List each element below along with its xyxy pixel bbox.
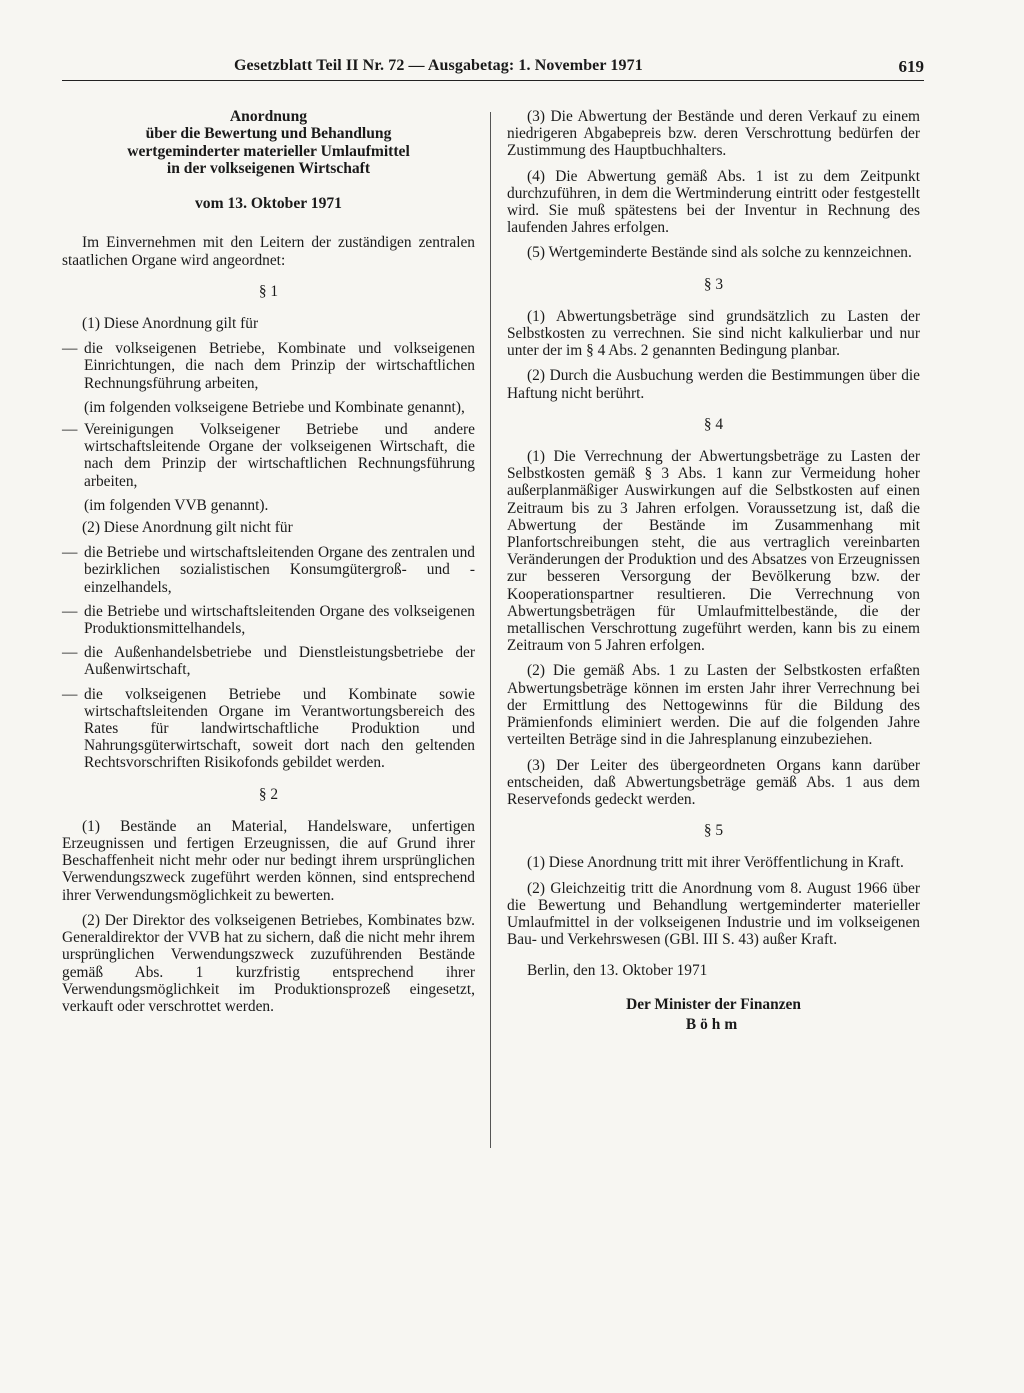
s4-paragraph-3: (3) Der Leiter des übergeordneten Organs kann darüber entscheiden, daß Abwertungsbeträge gemäß Abs. 1 aus dem Reservefonds gedeckt werden.	[507, 756, 920, 808]
dash: —	[62, 685, 78, 703]
title-line: Anordnung	[229, 108, 308, 125]
s1-p1-list-item	[62, 421, 475, 490]
s4-paragraph-1: (1) Die Verrechnung der Abwertungsbeträge zu Lasten der Selbstkosten gemäß § 3 Abs. 1 kann zur Vermeidung hoher außerplanmäßiger Auswirkungen auf die Selbstkosten auf einen Zeitraum bis zu 3 Jahren erfolgen. Voraussetzung ist, daß die Abwertung der Bestände im Zusammenhang mit Planfortschreibungen steht, die aus vertraglich vereinbarten Veränderungen der Produktion und des Absatzes von Erzeugnissen zur besseren Versorgung der Bevölkerung bzw. der Kooperationspartner resultieren. Die Verrechnung von Abwertungsbeträgen für Umlaufmittelbestände, die der metallischen Verschrottung zugeführt werden, kann bis zu einem Zeitraum von 5 Jahren erfolgen.	[507, 448, 920, 655]
s2-paragraph-3: (3) Die Abwertung der Bestände und deren Verkauf zu einem niedrigeren Abgabepreis bzw. deren Verschrottung bedürfen der Zustimmung des Hauptbuchhalters.	[507, 108, 920, 160]
signer-title: Der Minister der Finanzen	[626, 995, 801, 1013]
s1-p2-item-text: die Betriebe und wirtschaftsleitenden Organe des volkseigenen Produktionsmittelhandels,	[84, 602, 475, 638]
s1-p2-list-item	[62, 544, 475, 596]
page-header	[62, 54, 924, 81]
s2-paragraph-2: (2) Der Direktor des volkseigenen Betriebes, Kombinates bzw. Generaldirektor der VVB hat zu sichern, daß die nicht mehr ihrem ursprünglichen Verwendungszweck zuzuführenden Bestände gemäß Abs. 1 kurzfristig entsprechend ihrer Verwendungsmöglichkeit im Produktionsprozeß eingesetzt, verkauft oder verschrottet werden.	[62, 911, 475, 1015]
s1-p2-list-item	[62, 644, 475, 678]
s2-paragraph-1: (1) Bestände an Material, Handelsware, unfertigen Erzeugnissen und fertigen Erzeugnissen, die auf Grund ihrer Beschaffenheit nicht mehr oder nur bedingt ihrem ursprünglichen Verwendungszweck zugeführt werden können, sind entsprechend ihrer Verwendungsmöglichkeit zu bewerten.	[62, 817, 475, 904]
column-divider	[490, 112, 491, 1148]
s2-paragraph-4: (4) Die Abwertung gemäß Abs. 1 ist zu dem Zeitpunkt durchzuführen, in dem die Wertminderung eintritt oder festgestellt wird. Sie muß spätestens bei der Inventur in Rechnung des laufenden Jahres erfolgen.	[507, 167, 920, 237]
s1-p1-item-text: Vereinigungen Volkseigener Betriebe und andere wirtschaftsleitende Organe der volkseigenen Wirtschaft, die nach dem Prinzip der wirtschaftlichen Rechnungsführung arbeiten,	[84, 421, 475, 490]
title-line: in der volkseigenen Wirtschaft	[166, 159, 371, 177]
page-number: 619	[898, 57, 924, 76]
s1-p2-item-text: die volkseigenen Betriebe und Kombinate sowie wirtschaftsleitenden Organe im Verantwortungsbereich des Rates für landwirtschaftliche Produktion und Nahrungsgüterwirtschaft, soweit dort nach den geltenden Rechtsvorschriften Risikofonds gebildet werden.	[84, 685, 475, 772]
s1-p2-item-text: die Betriebe und wirtschaftsleitenden Organe des zentralen und bezirklichen sozialistischen Konsumgütergroß- und -einzelhandels,	[84, 544, 475, 596]
s2-paragraph-5: (5) Wertgeminderte Bestände sind als solche zu kennzeichnen.	[527, 244, 912, 262]
s1-p2-list-item	[62, 686, 475, 772]
s1-p1-list-item	[62, 340, 475, 392]
s1-p1-item-text: die volkseigenen Betriebe, Kombinate und volkseigenen Einrichtungen, die nach dem Prinzip der wirtschaftlichen Rechnungsführung arbeiten,	[84, 340, 475, 392]
section-heading-4: § 4	[703, 415, 724, 433]
dash: —	[62, 644, 78, 662]
dash: —	[62, 340, 78, 358]
s4-paragraph-2: (2) Die gemäß Abs. 1 zu Lasten der Selbstkosten erfaßten Abwertungsbeträge können im ersten Jahr ihrer Verrechnung bei der Ermittlung des Nettogewinns für die Bildung des Prämienfonds eliminiert werden. Die auf die folgenden Jahre verteilten Beträge sind in die Jahresplanung einzubeziehen.	[507, 662, 920, 749]
dash: —	[62, 602, 78, 620]
signer-name: Böhm	[685, 1015, 742, 1033]
header-title: Gesetzblatt Teil II Nr. 72 — Ausgabetag: 1. November 1971	[234, 57, 643, 74]
s3-paragraph-2: (2) Durch die Ausbuchung werden die Bestimmungen über die Haftung nicht berührt.	[507, 367, 920, 402]
dash: —	[62, 421, 78, 439]
s1-paragraph-1: (1) Diese Anordnung gilt für	[82, 315, 259, 332]
s1-paragraph-2: (2) Diese Anordnung gilt nicht für	[82, 519, 293, 537]
section-heading-2: § 2	[258, 785, 279, 803]
s1-p2-list-item	[62, 603, 475, 637]
section-heading-1: § 1	[258, 282, 279, 300]
s1-p1-item-note: (im folgenden VVB genannt).	[84, 496, 269, 514]
section-heading-5: § 5	[703, 822, 724, 840]
title-line: über die Bewertung und Behandlung	[145, 125, 392, 143]
s5-paragraph-1: (1) Diese Anordnung tritt mit ihrer Veröffentlichung in Kraft.	[527, 854, 904, 872]
preamble: Im Einvernehmen mit den Leitern der zuständigen zentralen staatlichen Organe wird angeordnet:	[62, 234, 475, 269]
s5-paragraph-2: (2) Gleichzeitig tritt die Anordnung vom 8. August 1966 über die Bewertung und Behandlung wertgeminderter materieller Umlaufmittel in der volkseigenen Industrie und im volkseigenen Bau- und Verkehrswesen (GBl. III S. 43) außer Kraft.	[507, 879, 920, 949]
section-heading-3: § 3	[703, 275, 724, 293]
right-column	[507, 108, 920, 1033]
s1-p1-item-note: (im folgenden volkseigene Betriebe und Kombinate genannt),	[84, 398, 465, 416]
document-date: vom 13. Oktober 1971	[195, 195, 342, 213]
left-column	[62, 108, 475, 1023]
document-title	[62, 108, 475, 177]
place-date: Berlin, den 13. Oktober 1971	[527, 962, 708, 980]
title-line: wertgeminderter materieller Umlaufmittel	[127, 142, 410, 160]
dash: —	[62, 544, 78, 562]
s3-paragraph-1: (1) Abwertungsbeträge sind grundsätzlich zu Lasten der Selbstkosten zu verrechnen. Sie sind nicht kalkulierbar und nur unter der im § 4 Abs. 2 genannten Bedingung planbar.	[507, 307, 920, 360]
s1-p2-item-text: die Außenhandelsbetriebe und Dienstleistungsbetriebe der Außenwirtschaft,	[84, 644, 475, 679]
